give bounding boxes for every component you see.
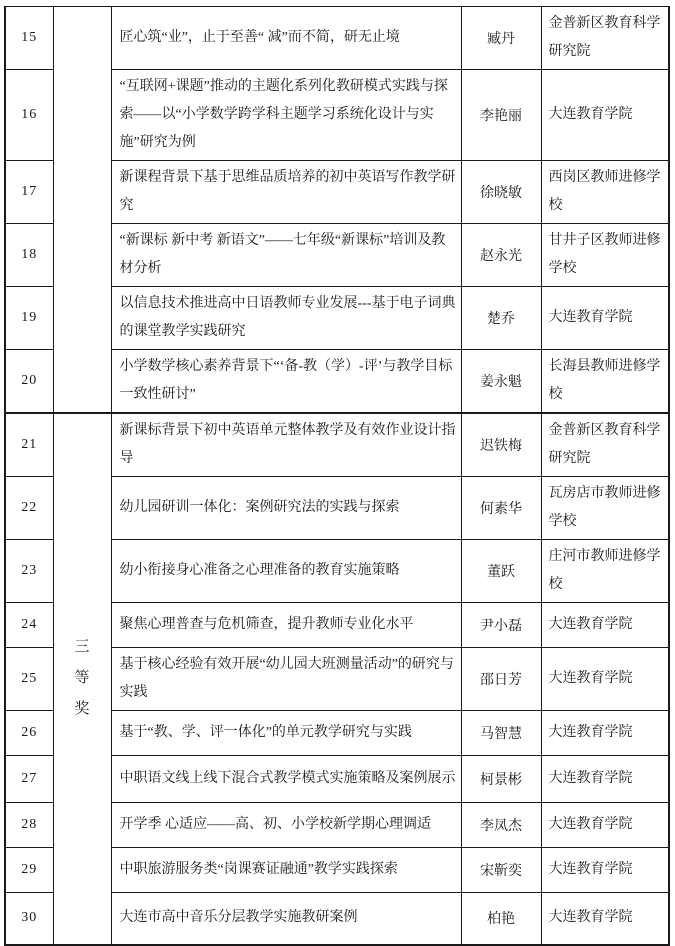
institution-cell: 西岗区教师进修学校	[541, 161, 669, 224]
title-cell: 基于“教、学、评一体化”的单元教学研究与实践	[111, 711, 461, 756]
row-number-cell: 23	[5, 540, 53, 603]
name-cell: 楚乔	[461, 287, 541, 350]
title-cell: “互联网+课题”推动的主题化系列化教研模式实践与探索——以“小学数学跨学科主题学习系统化设计与实施”研究为例	[111, 70, 461, 161]
title-cell: 中职语文线上线下混合式教学模式实施策略及案例展示	[111, 756, 461, 803]
institution-cell: 大连教育学院	[541, 711, 669, 756]
title-cell: 小学数学核心素养背景下“‘备-教（学）-评’与教学目标一致性研讨”	[111, 350, 461, 414]
institution-cell: 长海县教师进修学校	[541, 350, 669, 414]
name-cell: 徐晓敏	[461, 161, 541, 224]
name-cell: 尹小磊	[461, 603, 541, 648]
name-cell: 李凤杰	[461, 803, 541, 848]
title-cell: 中职旅游服务类“岗课赛证融通”教学实践探索	[111, 848, 461, 893]
institution-cell: 瓦房店市教师进修学校	[541, 477, 669, 540]
institution-cell: 大连教育学院	[541, 848, 669, 893]
award-table	[4, 6, 670, 946]
name-cell: 姜永魁	[461, 350, 541, 414]
row-number-cell: 28	[5, 803, 53, 848]
row-number-cell: 15	[5, 7, 53, 70]
institution-cell: 大连教育学院	[541, 756, 669, 803]
title-cell: 大连市高中音乐分层教学实施教研案例	[111, 893, 461, 945]
title-cell: 新课标背景下初中英语单元整体教学及有效作业设计指导	[111, 413, 461, 477]
row-number-cell: 24	[5, 603, 53, 648]
title-cell: 以信息技术推进高中日语教师专业发展---基于电子词典的课堂教学实践研究	[111, 287, 461, 350]
row-number-cell: 18	[5, 224, 53, 287]
prize-char: 三	[74, 639, 90, 656]
row-number-cell: 29	[5, 848, 53, 893]
name-cell: 何素华	[461, 477, 541, 540]
title-cell: 开学季 心适应——高、初、小学校新学期心理调适	[111, 803, 461, 848]
institution-cell: 金普新区教育科学研究院	[541, 413, 669, 477]
prize-char: 奖	[74, 701, 90, 718]
row-number-cell: 17	[5, 161, 53, 224]
institution-cell: 甘井子区教师进修学校	[541, 224, 669, 287]
row-number-cell: 25	[5, 648, 53, 711]
name-cell: 臧丹	[461, 7, 541, 70]
name-cell: 邵日芳	[461, 648, 541, 711]
row-number-cell: 27	[5, 756, 53, 803]
title-cell: 幼小衔接身心准备之心理准备的教育实施策略	[111, 540, 461, 603]
table-row	[5, 413, 669, 477]
title-cell: 基于核心经验有效开展“幼儿园大班测量活动”的研究与实践	[111, 648, 461, 711]
row-number-cell: 21	[5, 413, 53, 477]
row-number-cell: 16	[5, 70, 53, 161]
institution-cell: 大连教育学院	[541, 70, 669, 161]
name-cell: 董跃	[461, 540, 541, 603]
name-cell: 赵永光	[461, 224, 541, 287]
title-cell: 新课程背景下基于思维品质培养的初中英语写作教学研究	[111, 161, 461, 224]
institution-cell: 金普新区教育科学研究院	[541, 7, 669, 70]
row-number-cell: 19	[5, 287, 53, 350]
table-row	[5, 7, 669, 70]
row-number-cell: 22	[5, 477, 53, 540]
institution-cell: 大连教育学院	[541, 803, 669, 848]
prize-cell-upper	[53, 7, 111, 414]
title-cell: 匠心筑“业”，止于至善“ 减”而不简，研无止境	[111, 7, 461, 70]
name-cell: 李艳丽	[461, 70, 541, 161]
name-cell: 宋靳奕	[461, 848, 541, 893]
institution-cell: 庄河市教师进修学校	[541, 540, 669, 603]
name-cell: 柏艳	[461, 893, 541, 945]
row-number-cell: 20	[5, 350, 53, 414]
name-cell: 迟铁梅	[461, 413, 541, 477]
institution-cell: 大连教育学院	[541, 893, 669, 945]
prize-char: 等	[74, 670, 90, 687]
title-cell: 幼儿园研训一体化：案例研究法的实践与探索	[111, 477, 461, 540]
row-number-cell: 30	[5, 893, 53, 945]
title-cell: “新课标 新中考 新语文”——七年级“新课标”培训及教材分析	[111, 224, 461, 287]
name-cell: 马智慧	[461, 711, 541, 756]
name-cell: 柯景彬	[461, 756, 541, 803]
institution-cell: 大连教育学院	[541, 648, 669, 711]
title-cell: 聚焦心理普查与危机筛查，提升教师专业化水平	[111, 603, 461, 648]
row-number-cell: 26	[5, 711, 53, 756]
institution-cell: 大连教育学院	[541, 287, 669, 350]
prize-cell-third	[53, 413, 111, 945]
institution-cell: 大连教育学院	[541, 603, 669, 648]
prize-label-third-vertical	[55, 640, 110, 717]
